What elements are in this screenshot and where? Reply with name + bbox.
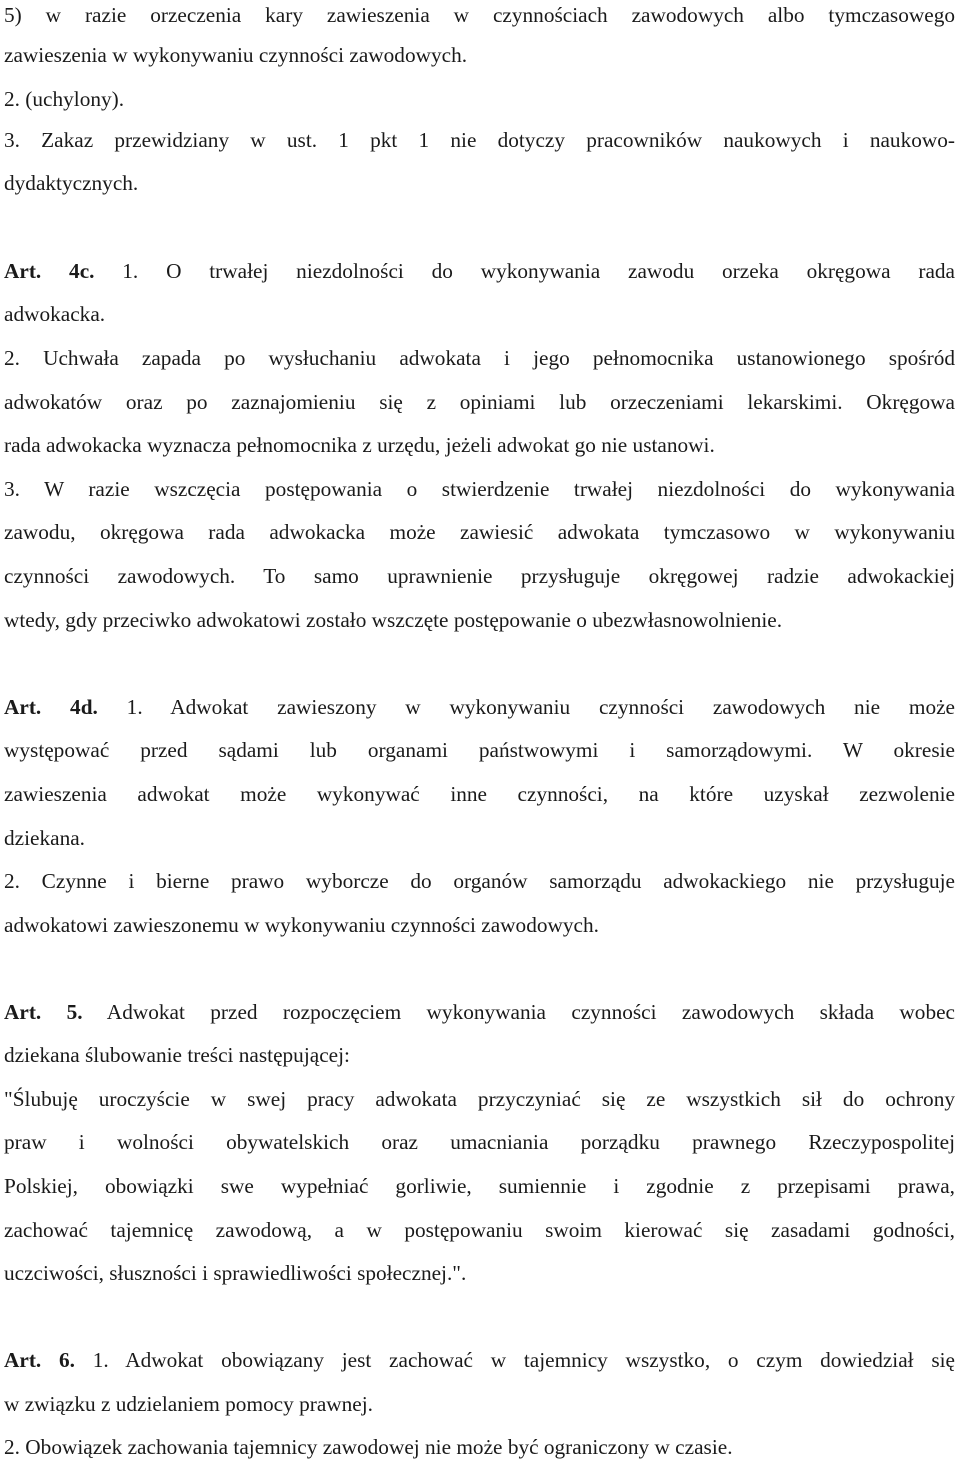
line-text: 3. Zakaz przewidziany w ust. 1 pkt 1 nie dotyczy pracowników naukowych i naukowo- [4,128,955,152]
text-line [4,1432,955,1462]
line-text: czynności zawodowych. To samo uprawnienie przysługuje okręgowej radzie adwokackiej [4,564,955,588]
text-line [4,1040,955,1070]
article-heading: Art. 5. [4,1000,83,1024]
article-heading: Art. 4c. [4,259,95,283]
line-text: uczciwości, słuszności i sprawiedliwości społecznej.". [4,1261,467,1285]
text-line [4,692,955,722]
line-text: Adwokat przed rozpoczęciem wykonywania czynności zawodowych składa wobec [82,1000,956,1024]
text-line [4,299,955,329]
line-text: rada adwokacka wyznacza pełnomocnika z urzędu, jeżeli adwokat go nie ustanowi. [4,433,715,457]
line-text: zawodu, okręgowa rada adwokacka może zawiesić adwokata tymczasowo w wykonywaniu [4,520,955,544]
text-line [4,168,955,198]
text-line [4,40,955,70]
line-text: 5) w razie orzeczenia kary zawieszenia w czynnościach zawodowych albo tymczasowego [4,3,955,27]
line-text: 2. (uchylony). [4,87,125,111]
line-text: w związku z udzielaniem pomocy prawnej. [4,1392,374,1416]
line-text: występować przed sądami lub organami państwowymi i samorządowymi. W okresie [4,738,955,762]
line-text: zachować tajemnicę zawodową, a w postępowaniu swoim kierować się zasadami godności, [4,1218,955,1242]
line-text: adwokacka. [4,302,106,326]
text-line [4,735,955,765]
text-line [4,1258,955,1288]
text-line [4,125,955,155]
text-line [4,256,955,286]
line-text: Polskiej, obowiązki swe wypełniać gorliwie, sumiennie i zgodnie z przepisami prawa, [4,1174,955,1198]
text-line [4,474,955,504]
text-line [4,1215,955,1245]
line-text: 2. Uchwała zapada po wysłuchaniu adwokata i jego pełnomocnika ustanowionego spośród [4,346,955,370]
text-line [4,910,955,940]
line-text: zawieszenia adwokat może wykonywać inne czynności, na które uzyskał zezwolenie [4,782,955,806]
article-heading: Art. 4d. [4,695,98,719]
text-line [4,1171,955,1201]
text-line [4,430,955,460]
line-text: zawieszenia w wykonywaniu czynności zawodowych. [4,43,468,67]
line-text: dydaktycznych. [4,171,139,195]
text-line [4,561,955,591]
line-text: adwokatowi zawieszonemu w wykonywaniu czynności zawodowych. [4,913,599,937]
line-text: "Ślubuję uroczyście w swej pracy adwokata przyczyniać się ze wszystkich sił do ochrony [4,1087,955,1111]
text-line [4,0,955,30]
text-line [4,823,955,853]
line-text: praw i wolności obywatelskich oraz umacniania porządku prawnego Rzeczypospolitej [4,1130,955,1154]
text-line [4,84,955,114]
text-line [4,1127,955,1157]
article-heading: Art. 6. [4,1348,75,1372]
line-text: dziekana. [4,826,85,850]
text-line [4,1345,955,1375]
line-text: dziekana ślubowanie treści następującej: [4,1043,350,1067]
line-text: adwokatów oraz po zaznajomieniu się z opiniami lub orzeczeniami lekarskimi. Okręgowa [4,390,955,414]
text-line [4,517,955,547]
line-text: 1. Adwokat zawieszony w wykonywaniu czynności zawodowych nie może [97,695,955,719]
line-text: 1. O trwałej niezdolności do wykonywania zawodu orzeka okręgowa rada [94,259,955,283]
line-text: 3. W razie wszczęcia postępowania o stwierdzenie trwałej niezdolności do wykonywania [4,477,955,501]
text-line [4,343,955,373]
line-text: 2. Czynne i bierne prawo wyborcze do organów samorządu adwokackiego nie przysługuje [4,869,955,893]
text-line [4,997,955,1027]
text-line [4,1389,955,1419]
line-text: wtedy, gdy przeciwko adwokatowi zostało wszczęte postępowanie o ubezwłasnowolnienie. [4,608,783,632]
line-text: 2. Obowiązek zachowania tajemnicy zawodowej nie może być ograniczony w czasie. [4,1435,733,1459]
text-line [4,866,955,896]
text-line [4,1084,955,1114]
text-line [4,779,955,809]
text-line [4,605,955,635]
line-text: 1. Adwokat obowiązany jest zachować w tajemnicy wszystko, o czym dowiedział się [74,1348,955,1372]
text-line [4,387,955,417]
